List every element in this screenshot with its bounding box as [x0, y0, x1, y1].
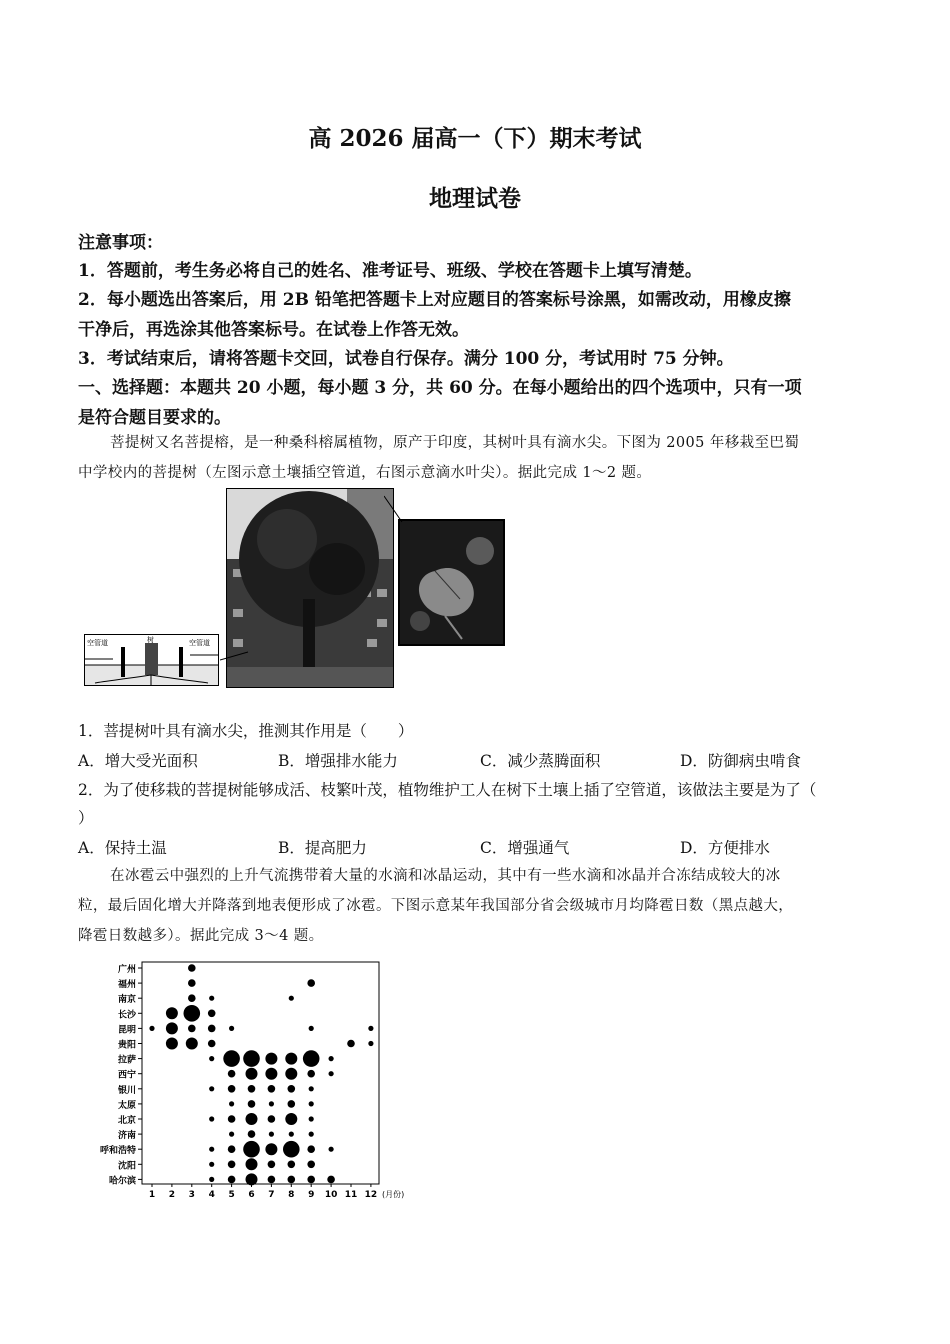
y-tick-label: 长沙 — [117, 1010, 136, 1021]
hail-dot — [307, 979, 315, 987]
hail-dot — [265, 1143, 277, 1155]
pipe-diagram-drawing — [85, 635, 218, 685]
hail-dot — [188, 979, 196, 987]
hail-dot — [268, 1176, 276, 1184]
hail-dot — [268, 1085, 276, 1093]
hail-dot — [209, 1147, 214, 1152]
hail-dot — [166, 1007, 178, 1019]
notes-heading: 注意事项： — [78, 233, 163, 253]
diagram-label-pipe-right: 空管道 — [189, 639, 210, 647]
hail-dot — [265, 1068, 277, 1080]
x-tick-label: 7 — [268, 1190, 275, 1200]
y-tick-label: 拉萨 — [117, 1055, 136, 1066]
q2-stem: 2．为了使移栽的菩提树能够成活、枝繁叶茂，植物维护工人在树下土壤上插了空管道，该做法主要是为了（ — [78, 781, 817, 799]
y-tick-label: 哈尔滨 — [108, 1176, 136, 1187]
diagram-label-pipe-left: 空管道 — [87, 639, 108, 647]
hail-dot — [329, 1056, 334, 1061]
hail-dot — [329, 1147, 334, 1152]
section1-line1: 一、选择题：本题共 20 小题，每小题 3 分，共 60 分。在每小题给出的四个选项中，只有一项 — [78, 378, 802, 398]
hail-dot — [243, 1050, 260, 1067]
exam-subtitle: 地理试卷 — [429, 185, 521, 212]
hail-dot — [188, 994, 196, 1002]
hail-dot — [269, 1101, 274, 1106]
hail-dot — [184, 1005, 201, 1022]
diagram-label-tree: 树 — [147, 636, 154, 644]
hail-dot — [303, 1050, 320, 1067]
x-tick-label: 6 — [248, 1190, 255, 1200]
q2-option-d[interactable]: D．方便排水 — [680, 839, 770, 857]
hail-dot — [166, 1038, 178, 1050]
hail-dot — [223, 1050, 240, 1067]
hail-dot — [288, 1085, 296, 1093]
hail-dot — [246, 1158, 258, 1170]
hail-dot — [228, 1070, 236, 1078]
y-tick-label: 沈阳 — [117, 1161, 136, 1172]
hail-dot — [229, 1132, 234, 1137]
hail-dot — [368, 1026, 373, 1031]
hail-dot — [243, 1141, 260, 1158]
hail-dot — [309, 1116, 314, 1121]
exam-title: 高 2026 届高一（下）期末考试 — [308, 125, 642, 152]
hail-dot — [288, 1100, 296, 1108]
hail-dot — [307, 1176, 315, 1184]
y-tick-label: 呼和浩特 — [100, 1146, 136, 1157]
x-tick-label: 11 — [344, 1190, 358, 1200]
tree-photo — [226, 488, 394, 688]
passage2-line2: 粒，最后固化增大并降落到地表便形成了冰雹。下图示意某年我国部分省会级城市月均降雹日数（黑点越大， — [78, 898, 794, 914]
hail-dot — [285, 1053, 297, 1065]
hail-dot — [208, 1010, 216, 1018]
hail-dot — [209, 1086, 214, 1091]
hail-dot — [269, 1132, 274, 1137]
hail-dot — [228, 1176, 236, 1184]
hail-dot — [229, 1101, 234, 1106]
hail-dot — [283, 1141, 300, 1158]
hail-dot — [268, 1161, 276, 1169]
hail-dot — [209, 1056, 214, 1061]
hail-dot — [289, 996, 294, 1001]
x-tick-label: 1 — [148, 1190, 156, 1200]
hail-dot — [248, 1100, 256, 1108]
hail-dot — [166, 1022, 178, 1034]
hail-dot — [285, 1113, 297, 1125]
chart-frame — [142, 962, 379, 1184]
hail-dot — [309, 1026, 314, 1031]
passage1-line2: 中学校内的菩提树（左图示意土壤插空管道，右图示意滴水叶尖）。据此完成 1～2 题。 — [78, 465, 652, 481]
y-tick-label: 西宁 — [117, 1070, 136, 1081]
hail-dot — [329, 1071, 334, 1076]
q2-option-c[interactable]: C．增强通气 — [480, 839, 570, 857]
x-tick-label: 5 — [228, 1190, 235, 1200]
hail-dot — [347, 1040, 355, 1048]
hail-dot — [288, 1176, 296, 1184]
x-tick-label: 3 — [188, 1190, 195, 1200]
hail-dot — [208, 1040, 216, 1048]
hail-dot — [149, 1026, 154, 1031]
x-axis-label: (月份) — [382, 1190, 405, 1199]
hail-dot — [209, 1116, 214, 1121]
hail-dot — [307, 1070, 315, 1078]
q2-option-a[interactable]: A．保持土温 — [78, 839, 167, 857]
q1-stem: 1．菩提树叶具有滴水尖，推测其作用是（ ） — [78, 722, 414, 740]
notes-item-3: 3．考试结束后，请将答题卡交回，试卷自行保存。满分 100 分，考试用时 75 分钟。 — [78, 349, 734, 369]
hail-dot — [307, 1145, 315, 1153]
y-tick-label: 昆明 — [117, 1025, 136, 1036]
y-tick-label: 银川 — [117, 1085, 136, 1096]
q1-option-a[interactable]: A．增大受光面积 — [78, 752, 198, 770]
leaf-drawing — [400, 521, 503, 644]
hail-dot — [186, 1038, 198, 1050]
hail-dot — [268, 1115, 276, 1123]
q1-option-d[interactable]: D．防御病虫啃食 — [680, 752, 801, 770]
hail-dot — [188, 1025, 196, 1033]
q1-option-c[interactable]: C．减少蒸腾面积 — [480, 752, 601, 770]
x-tick-label: 12 — [364, 1190, 378, 1200]
hail-dot — [285, 1068, 297, 1080]
q2-stem-end: ） — [78, 809, 94, 827]
q1-option-b[interactable]: B．增强排水能力 — [278, 752, 398, 770]
notes-item-2: 2．每小题选出答案后，用 2B 铅笔把答题卡上对应题目的答案标号涂黑，如需改动，用橡皮擦 — [78, 290, 791, 310]
y-tick-label: 福州 — [117, 980, 136, 991]
notes-item-1: 1．答题前，考生务必将自己的姓名、准考证号、班级、学校在答题卡上填写清楚。 — [78, 261, 702, 281]
passage2-line1: 在冰雹云中强烈的上升气流携带着大量的水滴和冰晶运动，其中有一些水滴和冰晶并合冻结成较大的冰 — [110, 868, 781, 884]
notes-item-2-cont: 干净后，再选涂其他答案标号。在试卷上作答无效。 — [78, 320, 469, 340]
hail-dot — [307, 1161, 315, 1169]
passage1-line1: 菩提树又名菩提榕，是一种桑科榕属植物，原产于印度，其树叶具有滴水尖。下图为 2005 年移栽至巴蜀 — [110, 435, 800, 451]
hail-dot — [246, 1113, 258, 1125]
hail-dot — [228, 1115, 236, 1123]
hail-dot — [228, 1161, 236, 1169]
hail-dot — [209, 1177, 214, 1182]
tree-photo-drawing — [227, 489, 393, 687]
x-tick-label: 4 — [208, 1190, 215, 1200]
q2-option-b[interactable]: B．提高肥力 — [278, 839, 367, 857]
y-tick-label: 济南 — [117, 1131, 136, 1142]
hail-dot — [288, 1161, 296, 1169]
inset-connector-line — [384, 488, 404, 528]
hail-dot — [327, 1176, 335, 1184]
hail-dot — [209, 1162, 214, 1167]
hail-dot — [309, 1132, 314, 1137]
hail-dot — [209, 996, 214, 1001]
hail-dot — [228, 1085, 236, 1093]
x-tick-label: 2 — [168, 1190, 176, 1200]
hail-dot — [246, 1173, 258, 1185]
y-tick-label: 贵阳 — [117, 1040, 136, 1051]
hail-dot — [246, 1068, 258, 1080]
hail-dot — [309, 1086, 314, 1091]
hail-dot — [248, 1085, 256, 1093]
y-tick-label: 北京 — [117, 1116, 136, 1126]
hail-dot — [188, 964, 196, 972]
hail-dot — [229, 1026, 234, 1031]
hail-dot — [265, 1053, 277, 1065]
hail-dot — [368, 1041, 373, 1046]
hail-dot — [248, 1130, 256, 1138]
x-tick-label: 9 — [308, 1190, 315, 1200]
hail-dot — [228, 1145, 236, 1153]
passage2-line3: 降雹日数越多）。据此完成 3～4 题。 — [78, 928, 324, 944]
hail-chart — [100, 958, 430, 1203]
x-tick-label: 8 — [288, 1190, 295, 1200]
hail-dot — [208, 1025, 216, 1033]
pipe-diagram — [84, 634, 219, 686]
y-tick-label: 南京 — [117, 995, 136, 1006]
y-tick-label: 广州 — [117, 965, 136, 975]
y-tick-label: 太原 — [117, 1100, 136, 1111]
leaf-inset-photo — [398, 519, 505, 646]
hail-dot — [309, 1101, 314, 1106]
x-tick-label: 10 — [324, 1190, 338, 1200]
hail-dot — [289, 1132, 294, 1137]
section1-line2: 是符合题目要求的。 — [78, 408, 231, 428]
diagram-connector-line — [220, 648, 250, 668]
